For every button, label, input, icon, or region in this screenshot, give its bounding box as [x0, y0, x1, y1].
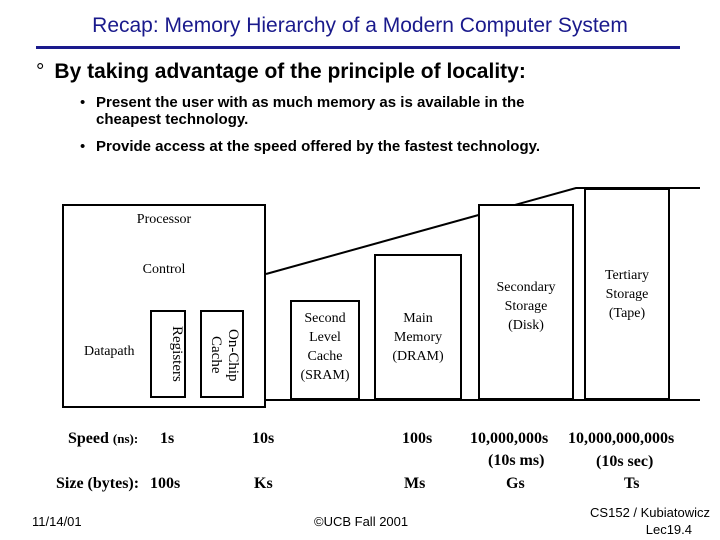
onchip-cache-label: [203, 320, 241, 390]
bullet-2-line-1: Provide access at the speed offered by the fastest technology.: [96, 138, 541, 155]
l2-cache-line-2: Level: [309, 330, 341, 345]
speed-main: 100s: [402, 430, 433, 447]
bullet-1-line-1: Present the user with as much memory as is available in the: [96, 94, 525, 111]
bullet-1-line-2: cheapest technology.: [96, 111, 249, 128]
secondary-storage-label: [478, 278, 574, 335]
speed-tertiary-note: (10s sec): [596, 453, 654, 470]
l2-cache-label: [290, 309, 360, 385]
bullet-icon: •: [80, 94, 86, 111]
size-row-label: Size (bytes):: [56, 475, 140, 492]
speed-l2: 10s: [252, 430, 275, 447]
size-main: Ms: [404, 475, 426, 492]
main-memory-line-2: Memory: [393, 330, 443, 345]
tertiary-line-2: Storage: [605, 287, 649, 302]
size-secondary: Gs: [506, 475, 525, 492]
speed-unit: (ns):: [112, 431, 139, 446]
tertiary-line-3: (Tape): [608, 306, 646, 321]
speed-secondary: 10,000,000s: [470, 430, 549, 447]
main-point-text: By taking advantage of the principle of locality:: [54, 60, 526, 83]
main-memory-line-3: (DRAM): [392, 349, 444, 364]
footer-lecture: Lec19.4: [645, 522, 692, 537]
speed-row-label: [68, 430, 138, 448]
footer-copyright: ©UCB Fall 2001: [314, 514, 409, 529]
tertiary-storage-label: [584, 266, 670, 323]
footer-course-info: [560, 504, 710, 538]
registers-label: Registers: [169, 326, 185, 382]
speed-label: Speed: [68, 430, 109, 447]
l2-cache-line-4: (SRAM): [300, 368, 350, 383]
main-memory-label: [374, 309, 462, 366]
control-label: Control: [142, 262, 186, 277]
secondary-line-1: Secondary: [496, 280, 556, 295]
onchip-cache-line-1: On-Chip: [225, 328, 241, 382]
footer-course: CS152 / Kubiatowicz: [590, 505, 710, 520]
footer-date: 11/14/01: [32, 514, 82, 529]
slide-title: Recap: Memory Hierarchy of a Modern Computer System: [92, 14, 628, 37]
datapath-label: Datapath: [84, 344, 135, 359]
bullet-icon: •: [80, 138, 86, 155]
speed-secondary-note: (10s ms): [488, 452, 545, 469]
processor-label: Processor: [136, 212, 192, 227]
l2-cache-line-3: Cache: [307, 349, 343, 364]
secondary-line-2: Storage: [504, 299, 548, 314]
size-registers: 100s: [150, 475, 181, 492]
size-tertiary: Ts: [624, 475, 640, 492]
main-memory-line-1: Main: [403, 311, 433, 326]
secondary-line-3: (Disk): [508, 318, 544, 333]
size-l2: Ks: [254, 475, 273, 492]
tertiary-line-1: Tertiary: [604, 268, 650, 283]
speed-registers: 1s: [160, 430, 175, 447]
degree-bullet-icon: °: [36, 60, 45, 83]
l2-cache-line-1: Second: [304, 311, 346, 326]
speed-tertiary: 10,000,000,000s: [568, 430, 675, 447]
onchip-cache-line-2: Cache: [208, 336, 224, 374]
